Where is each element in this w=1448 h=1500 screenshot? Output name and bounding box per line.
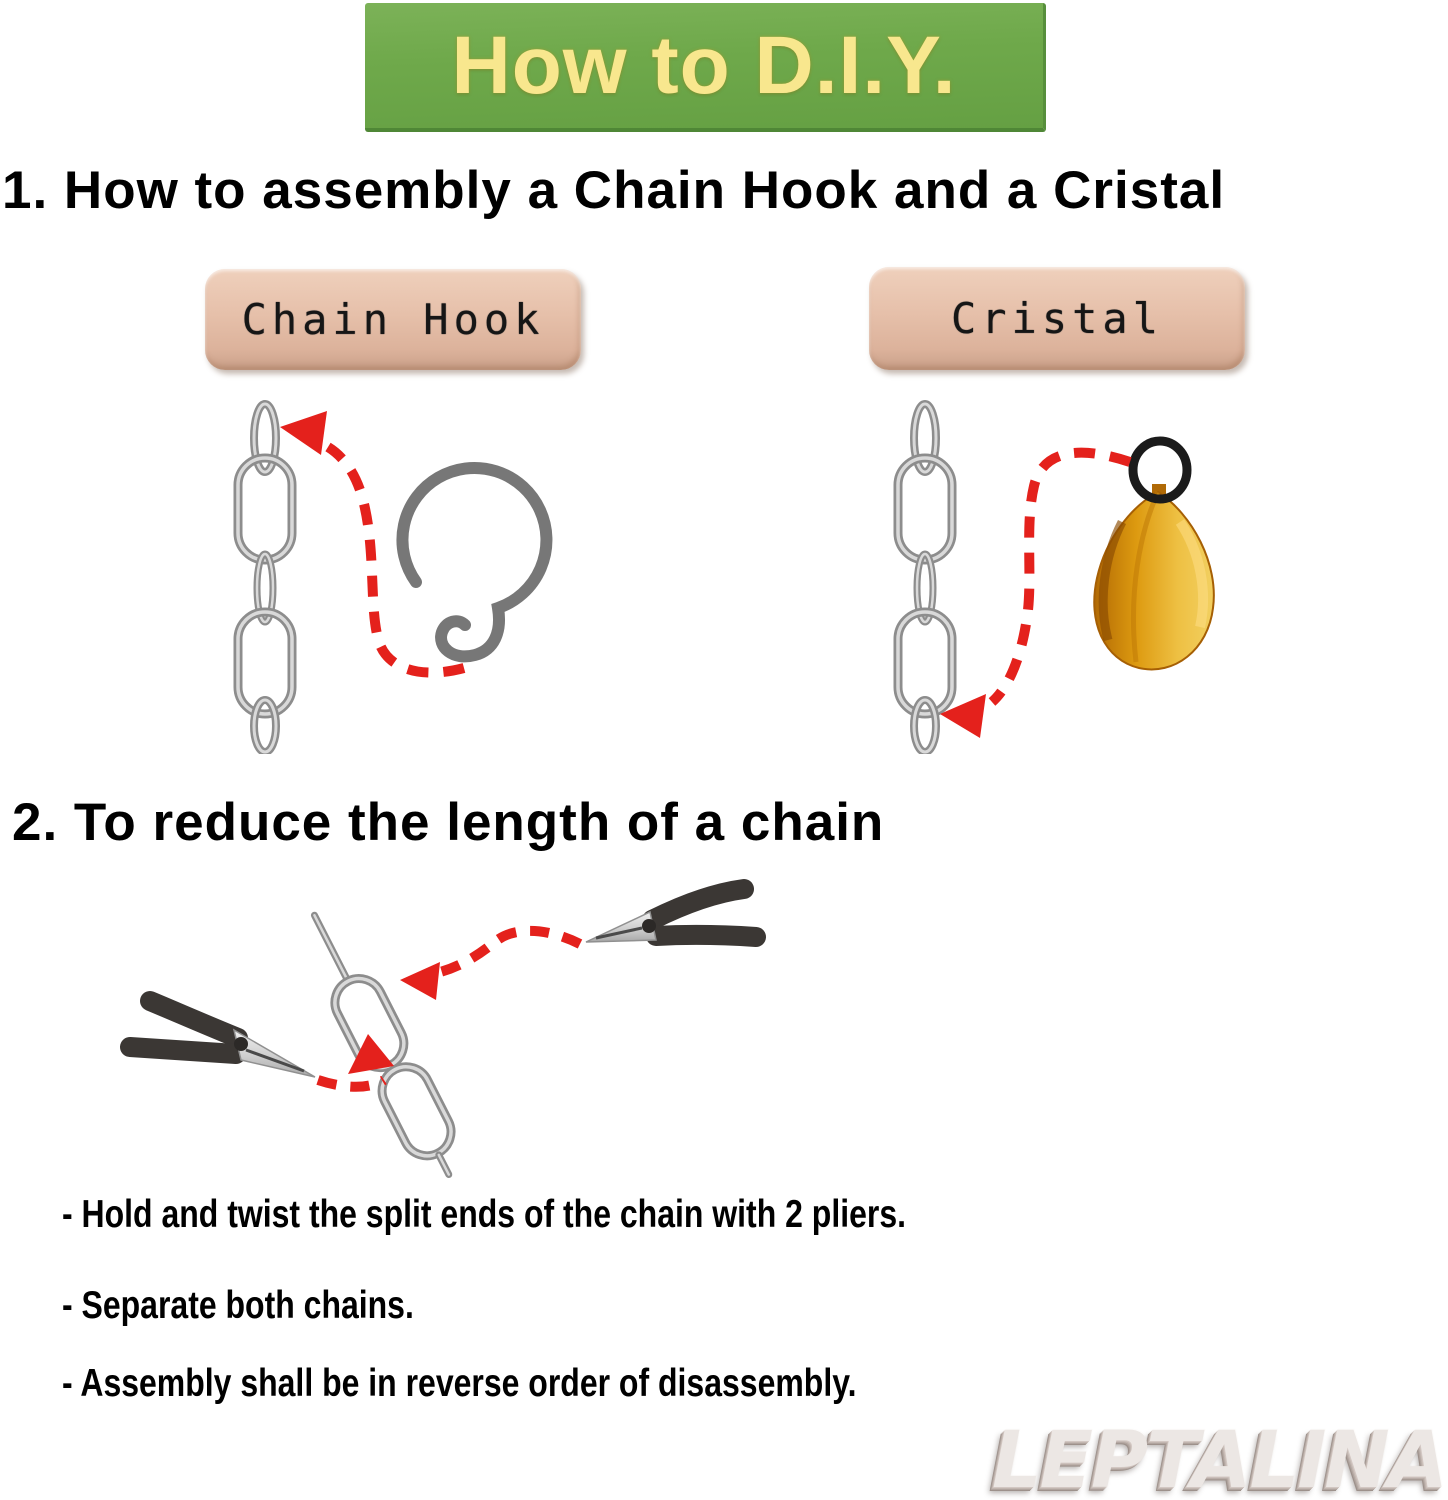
instruction-line-1: - Hold and twist the split ends of the chain with 2 pliers.	[62, 1193, 906, 1236]
cristal-tag-label: Cristal	[950, 294, 1163, 343]
crystal-icon	[1094, 441, 1214, 669]
chain-icon	[898, 404, 952, 752]
chain-icon	[238, 404, 292, 752]
chain-and-hook-illustration	[180, 392, 600, 754]
brand-logo: LEPTALINA	[991, 1416, 1446, 1500]
section1-heading: 1. How to assembly a Chain Hook and a Cristal	[2, 161, 1226, 220]
section2-heading: 2. To reduce the length of a chain	[12, 793, 885, 852]
banner	[365, 3, 1046, 132]
chain-hook-tag-label: Chain Hook	[241, 295, 545, 344]
right-pliers-icon	[586, 889, 756, 942]
left-pliers-icon	[130, 1001, 315, 1077]
hook-icon	[402, 468, 546, 656]
pliers-and-chain-illustration	[100, 878, 800, 1200]
banner-title: How to D.I.Y.	[451, 19, 957, 111]
instruction-line-2: - Separate both chains.	[62, 1284, 414, 1327]
chain-and-crystal-illustration	[860, 392, 1280, 754]
instruction-line-3: - Assembly shall be in reverse order of disassembly.	[62, 1362, 857, 1405]
chain-hook-tag	[205, 269, 581, 370]
tilted-chain-icon	[293, 903, 470, 1186]
cristal-tag	[869, 267, 1245, 370]
twist-arrow-right-icon	[400, 931, 580, 1000]
